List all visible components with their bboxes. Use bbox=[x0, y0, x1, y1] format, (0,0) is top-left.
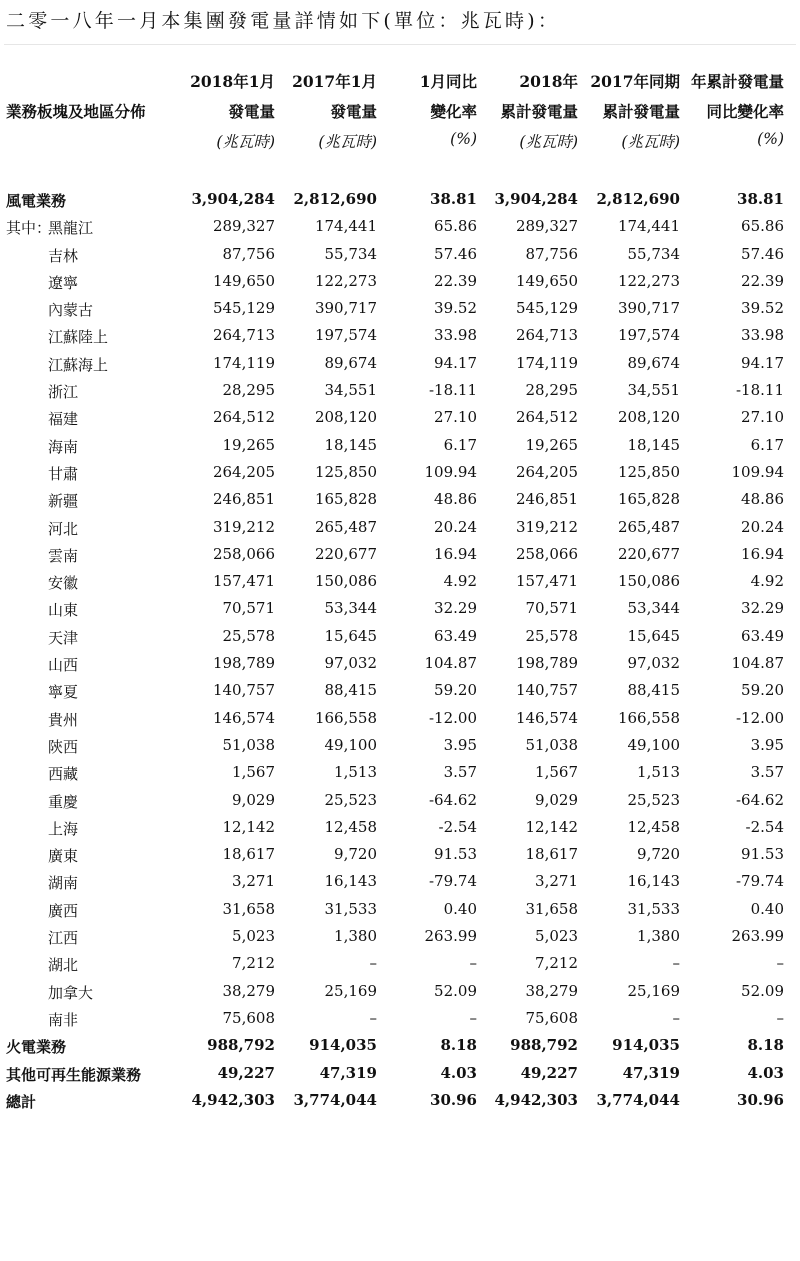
cell-col1: 4,942,303 bbox=[191, 1090, 275, 1109]
cell-col1: 146,574 bbox=[212, 708, 275, 727]
table-row bbox=[0, 787, 800, 814]
cell-col6: -2.54 bbox=[745, 817, 784, 836]
row-label: 風電業務 bbox=[6, 192, 67, 210]
cell-col1: 289,327 bbox=[212, 217, 275, 236]
cell-col6: 0.40 bbox=[750, 899, 784, 918]
cell-col3: – bbox=[469, 954, 477, 973]
cell-col4: 38,279 bbox=[525, 981, 578, 1000]
col3-unit: (%) bbox=[450, 130, 477, 148]
table-row bbox=[0, 186, 800, 213]
col5-unit: (兆瓦時) bbox=[621, 133, 680, 151]
cell-col6: 16.94 bbox=[741, 544, 784, 563]
cell-col1: 87,756 bbox=[222, 244, 275, 263]
cell-col6: 39.52 bbox=[741, 299, 784, 318]
cell-col1: 25,578 bbox=[222, 626, 275, 645]
col1-header-line1: 2018年1月 bbox=[190, 72, 275, 91]
cell-col3: -64.62 bbox=[428, 790, 477, 809]
table-row bbox=[0, 295, 800, 322]
cell-col2: 53,344 bbox=[324, 599, 377, 618]
top-divider bbox=[4, 44, 796, 45]
col2-unit: (兆瓦時) bbox=[318, 133, 377, 151]
col5-header-line1: 2017年同期 bbox=[590, 72, 680, 91]
cell-col4: 5,023 bbox=[535, 927, 578, 946]
table-row bbox=[0, 978, 800, 1005]
cell-col5: 165,828 bbox=[617, 490, 680, 509]
cell-col2: 15,645 bbox=[324, 626, 377, 645]
cell-col6: -64.62 bbox=[735, 790, 784, 809]
cell-col3: 3.57 bbox=[443, 763, 477, 782]
cell-col1: 988,792 bbox=[207, 1036, 275, 1055]
cell-col3: 20.24 bbox=[434, 517, 477, 536]
cell-col3: -79.74 bbox=[428, 872, 477, 891]
cell-col1: 140,757 bbox=[212, 681, 275, 700]
row-label: 內蒙古 bbox=[48, 301, 94, 320]
col4-header-line2: 累計發電量 bbox=[500, 102, 578, 121]
cell-col3: 91.53 bbox=[434, 845, 477, 864]
table-row bbox=[0, 486, 800, 513]
row-label: 福建 bbox=[48, 410, 79, 429]
cell-col6: – bbox=[776, 1008, 784, 1027]
cell-col6: 57.46 bbox=[741, 244, 784, 263]
cell-col4: 174,119 bbox=[515, 353, 578, 372]
cell-col4: 49,227 bbox=[520, 1063, 578, 1082]
table-row bbox=[0, 677, 800, 704]
cell-col4: 140,757 bbox=[515, 681, 578, 700]
cell-col4: 28,295 bbox=[525, 381, 578, 400]
row-label: 其他可再生能源業務 bbox=[6, 1065, 142, 1084]
cell-col5: 1,380 bbox=[637, 927, 680, 946]
cell-col2: 165,828 bbox=[314, 490, 377, 509]
cell-col4: 51,038 bbox=[525, 735, 578, 754]
row-label: 江蘇海上 bbox=[48, 355, 109, 374]
cell-col1: 264,713 bbox=[212, 326, 275, 345]
row-label: 上海 bbox=[48, 819, 79, 838]
cell-col2: 55,734 bbox=[324, 244, 377, 263]
cell-col4: 4,942,303 bbox=[494, 1090, 578, 1109]
cell-col5: 122,273 bbox=[617, 271, 680, 290]
cell-col3: 65.86 bbox=[434, 217, 477, 236]
cell-col6: 59.20 bbox=[741, 681, 784, 700]
cell-col2: 122,273 bbox=[314, 271, 377, 290]
cell-col1: 198,789 bbox=[212, 654, 275, 673]
cell-col4: 319,212 bbox=[515, 517, 578, 536]
cell-col1: 7,212 bbox=[232, 954, 275, 973]
cell-col6: -18.11 bbox=[735, 381, 784, 400]
cell-col4: 146,574 bbox=[515, 708, 578, 727]
col3-header-line1: 1月同比 bbox=[419, 72, 477, 91]
cell-col5: 31,533 bbox=[627, 899, 680, 918]
cell-col4: 87,756 bbox=[525, 244, 578, 263]
row-label: 江西 bbox=[48, 929, 79, 948]
row-label: 湖南 bbox=[48, 874, 79, 893]
cell-col6: 4.92 bbox=[750, 572, 784, 591]
cell-col2: 914,035 bbox=[309, 1036, 377, 1055]
row-label: 寧夏 bbox=[48, 683, 79, 702]
table-row bbox=[0, 1005, 800, 1032]
cell-col6: -12.00 bbox=[735, 708, 784, 727]
cell-col2: 34,551 bbox=[324, 381, 377, 400]
cell-col1: 545,129 bbox=[212, 299, 275, 318]
cell-col5: 208,120 bbox=[617, 408, 680, 427]
row-label: 新疆 bbox=[48, 492, 79, 511]
cell-col3: -12.00 bbox=[428, 708, 477, 727]
table-row bbox=[0, 1060, 800, 1087]
table-row bbox=[0, 568, 800, 595]
cell-col5: 25,523 bbox=[627, 790, 680, 809]
cell-col3: 0.40 bbox=[443, 899, 477, 918]
cell-col3: 48.86 bbox=[434, 490, 477, 509]
cell-col4: 9,029 bbox=[535, 790, 578, 809]
cell-col5: 88,415 bbox=[627, 681, 680, 700]
row-label: 天津 bbox=[48, 628, 79, 647]
cell-col6: 30.96 bbox=[737, 1090, 784, 1109]
cell-col3: 38.81 bbox=[430, 190, 477, 208]
cell-col4: 198,789 bbox=[515, 654, 578, 673]
cell-col1: 264,512 bbox=[212, 408, 275, 427]
cell-col3: 32.29 bbox=[434, 599, 477, 618]
cell-col6: 104.87 bbox=[731, 654, 784, 673]
cell-col4: 149,650 bbox=[515, 271, 578, 290]
row-label: 廣東 bbox=[48, 847, 79, 866]
table-row bbox=[0, 541, 800, 568]
cell-col3: 16.94 bbox=[434, 544, 477, 563]
table-row bbox=[0, 432, 800, 459]
cell-col6: 4.03 bbox=[747, 1063, 784, 1082]
col5-header-line2: 累計發電量 bbox=[602, 102, 680, 121]
cell-col1: 31,658 bbox=[222, 899, 275, 918]
row-label: 湖北 bbox=[48, 956, 79, 975]
cell-col1: 70,571 bbox=[222, 599, 275, 618]
cell-col3: 263.99 bbox=[424, 927, 477, 946]
table-row bbox=[0, 595, 800, 622]
cell-col4: 18,617 bbox=[525, 845, 578, 864]
cell-col4: 264,512 bbox=[515, 408, 578, 427]
cell-col5: – bbox=[672, 1008, 680, 1027]
cell-col4: 19,265 bbox=[525, 435, 578, 454]
cell-col1: 9,029 bbox=[232, 790, 275, 809]
cell-col2: – bbox=[369, 1008, 377, 1027]
cell-col4: 545,129 bbox=[515, 299, 578, 318]
cell-col1: 157,471 bbox=[212, 572, 275, 591]
cell-col6: – bbox=[776, 954, 784, 973]
cell-col4: 1,567 bbox=[535, 763, 578, 782]
row-label: 河北 bbox=[48, 519, 79, 538]
col1-header-line2: 發電量 bbox=[228, 102, 275, 121]
cell-col3: – bbox=[469, 1008, 477, 1027]
col4-header-line1: 2018年 bbox=[519, 72, 578, 91]
cell-col6: 3.95 bbox=[750, 735, 784, 754]
cell-col2: 1,380 bbox=[334, 927, 377, 946]
cell-col6: 8.18 bbox=[747, 1036, 784, 1055]
cell-col4: 264,713 bbox=[515, 326, 578, 345]
cell-col1: 49,227 bbox=[217, 1063, 275, 1082]
cell-col4: 31,658 bbox=[525, 899, 578, 918]
cell-col2: 197,574 bbox=[314, 326, 377, 345]
cell-col4: 988,792 bbox=[510, 1036, 578, 1055]
cell-col6: 109.94 bbox=[731, 462, 784, 481]
cell-col3: 27.10 bbox=[434, 408, 477, 427]
cell-col5: 265,487 bbox=[617, 517, 680, 536]
row-label: 山東 bbox=[48, 601, 79, 620]
col6-unit: (%) bbox=[757, 130, 784, 148]
cell-col1: 3,271 bbox=[232, 872, 275, 891]
cell-col3: 59.20 bbox=[434, 681, 477, 700]
cell-col2: 150,086 bbox=[314, 572, 377, 591]
table-row bbox=[0, 896, 800, 923]
cell-col1: 3,904,284 bbox=[191, 190, 275, 208]
cell-col6: 38.81 bbox=[737, 190, 784, 208]
cell-col2: 12,458 bbox=[324, 817, 377, 836]
cell-col1: 28,295 bbox=[222, 381, 275, 400]
row-label: 南非 bbox=[48, 1010, 79, 1029]
cell-col1: 246,851 bbox=[212, 490, 275, 509]
table-row bbox=[0, 404, 800, 431]
cell-col6: 6.17 bbox=[750, 435, 784, 454]
cell-col2: 18,145 bbox=[324, 435, 377, 454]
cell-col3: 104.87 bbox=[424, 654, 477, 673]
cell-col1: 5,023 bbox=[232, 927, 275, 946]
row-label: 黑龍江 bbox=[48, 219, 94, 238]
cell-col5: 220,677 bbox=[617, 544, 680, 563]
row-label: 雲南 bbox=[48, 546, 79, 565]
cell-col5: 390,717 bbox=[617, 299, 680, 318]
cell-col5: 166,558 bbox=[617, 708, 680, 727]
cell-col1: 12,142 bbox=[222, 817, 275, 836]
row-label: 遼寧 bbox=[48, 273, 79, 292]
cell-col5: 3,774,044 bbox=[596, 1090, 680, 1109]
col6-header-line1: 年累計發電量 bbox=[690, 72, 784, 91]
row-label: 重慶 bbox=[48, 792, 79, 811]
table-row bbox=[0, 350, 800, 377]
col2-header-line1: 2017年1月 bbox=[292, 72, 377, 91]
cell-col3: 94.17 bbox=[434, 353, 477, 372]
cell-col3: 6.17 bbox=[443, 435, 477, 454]
cell-col6: -79.74 bbox=[735, 872, 784, 891]
cell-col4: 7,212 bbox=[535, 954, 578, 973]
cell-col5: 47,319 bbox=[622, 1063, 680, 1082]
cell-col5: 1,513 bbox=[637, 763, 680, 782]
cell-col3: 57.46 bbox=[434, 244, 477, 263]
cell-col5: 197,574 bbox=[617, 326, 680, 345]
cell-col1: 174,119 bbox=[212, 353, 275, 372]
table-row bbox=[0, 241, 800, 268]
cell-col3: 8.18 bbox=[440, 1036, 477, 1055]
cell-col1: 1,567 bbox=[232, 763, 275, 782]
cell-col1: 38,279 bbox=[222, 981, 275, 1000]
row-label: 江蘇陸上 bbox=[48, 328, 109, 347]
row-label: 海南 bbox=[48, 437, 79, 456]
cell-col1: 75,608 bbox=[222, 1008, 275, 1027]
cell-col2: 49,100 bbox=[324, 735, 377, 754]
cell-col5: 89,674 bbox=[627, 353, 680, 372]
cell-col5: 2,812,690 bbox=[596, 190, 680, 208]
cell-col2: 25,523 bbox=[324, 790, 377, 809]
wind-subtotal-prefix: 其中： bbox=[6, 219, 52, 238]
segment-column-header: 業務板塊及地區分佈 bbox=[6, 102, 146, 121]
generation-table-body bbox=[0, 186, 800, 1114]
cell-col5: 125,850 bbox=[617, 462, 680, 481]
table-row bbox=[0, 841, 800, 868]
table-row bbox=[0, 950, 800, 977]
cell-col6: 27.10 bbox=[741, 408, 784, 427]
cell-col1: 18,617 bbox=[222, 845, 275, 864]
cell-col6: 22.39 bbox=[741, 271, 784, 290]
row-label: 浙江 bbox=[48, 383, 79, 402]
cell-col2: 97,032 bbox=[324, 654, 377, 673]
cell-col3: 3.95 bbox=[443, 735, 477, 754]
cell-col3: 33.98 bbox=[434, 326, 477, 345]
cell-col5: 12,458 bbox=[627, 817, 680, 836]
table-row bbox=[0, 377, 800, 404]
cell-col2: 2,812,690 bbox=[293, 190, 377, 208]
row-label: 山西 bbox=[48, 656, 79, 675]
cell-col5: 150,086 bbox=[617, 572, 680, 591]
row-label: 總計 bbox=[6, 1092, 37, 1111]
cell-col2: 31,533 bbox=[324, 899, 377, 918]
cell-col5: 174,441 bbox=[617, 217, 680, 236]
cell-col2: 88,415 bbox=[324, 681, 377, 700]
cell-col4: 25,578 bbox=[525, 626, 578, 645]
cell-col1: 319,212 bbox=[212, 517, 275, 536]
cell-col1: 19,265 bbox=[222, 435, 275, 454]
table-row bbox=[0, 268, 800, 295]
cell-col1: 258,066 bbox=[212, 544, 275, 563]
cell-col2: 125,850 bbox=[314, 462, 377, 481]
cell-col5: – bbox=[672, 954, 680, 973]
cell-col5: 25,169 bbox=[627, 981, 680, 1000]
cell-col3: 109.94 bbox=[424, 462, 477, 481]
col6-header-line2: 同比變化率 bbox=[706, 102, 784, 121]
cell-col2: 9,720 bbox=[334, 845, 377, 864]
cell-col6: 94.17 bbox=[741, 353, 784, 372]
cell-col2: 390,717 bbox=[314, 299, 377, 318]
intro-sentence: 二零一八年一月本集團發電量詳情如下(單位：兆瓦時)： bbox=[6, 10, 561, 32]
col1-unit: (兆瓦時) bbox=[216, 133, 275, 151]
cell-col1: 51,038 bbox=[222, 735, 275, 754]
cell-col3: 4.92 bbox=[443, 572, 477, 591]
cell-col2: – bbox=[369, 954, 377, 973]
cell-col2: 89,674 bbox=[324, 353, 377, 372]
row-label: 西藏 bbox=[48, 765, 79, 784]
cell-col5: 914,035 bbox=[612, 1036, 680, 1055]
table-row bbox=[0, 1087, 800, 1114]
cell-col6: 3.57 bbox=[750, 763, 784, 782]
cell-col5: 16,143 bbox=[627, 872, 680, 891]
row-label: 火電業務 bbox=[6, 1038, 67, 1057]
cell-col4: 75,608 bbox=[525, 1008, 578, 1027]
table-row bbox=[0, 759, 800, 786]
cell-col5: 55,734 bbox=[627, 244, 680, 263]
cell-col3: 39.52 bbox=[434, 299, 477, 318]
cell-col6: 65.86 bbox=[741, 217, 784, 236]
cell-col2: 25,169 bbox=[324, 981, 377, 1000]
cell-col6: 32.29 bbox=[741, 599, 784, 618]
cell-col5: 34,551 bbox=[627, 381, 680, 400]
table-row bbox=[0, 705, 800, 732]
cell-col5: 53,344 bbox=[627, 599, 680, 618]
col3-header-line2: 變化率 bbox=[430, 102, 477, 121]
cell-col4: 3,271 bbox=[535, 872, 578, 891]
cell-col2: 3,774,044 bbox=[293, 1090, 377, 1109]
cell-col2: 1,513 bbox=[334, 763, 377, 782]
table-row bbox=[0, 322, 800, 349]
table-row bbox=[0, 650, 800, 677]
row-label: 陝西 bbox=[48, 737, 79, 756]
cell-col4: 264,205 bbox=[515, 462, 578, 481]
cell-col3: -2.54 bbox=[438, 817, 477, 836]
table-row bbox=[0, 868, 800, 895]
cell-col2: 166,558 bbox=[314, 708, 377, 727]
cell-col6: 20.24 bbox=[741, 517, 784, 536]
cell-col6: 48.86 bbox=[741, 490, 784, 509]
row-label: 甘肅 bbox=[48, 464, 79, 483]
table-row bbox=[0, 514, 800, 541]
cell-col3: 63.49 bbox=[434, 626, 477, 645]
cell-col5: 15,645 bbox=[627, 626, 680, 645]
table-row bbox=[0, 213, 800, 240]
cell-col4: 12,142 bbox=[525, 817, 578, 836]
cell-col5: 49,100 bbox=[627, 735, 680, 754]
cell-col1: 264,205 bbox=[212, 462, 275, 481]
row-label: 加拿大 bbox=[48, 983, 94, 1002]
cell-col4: 3,904,284 bbox=[494, 190, 578, 208]
cell-col6: 33.98 bbox=[741, 326, 784, 345]
table-row bbox=[0, 459, 800, 486]
cell-col4: 246,851 bbox=[515, 490, 578, 509]
table-row bbox=[0, 1032, 800, 1059]
cell-col2: 16,143 bbox=[324, 872, 377, 891]
cell-col2: 220,677 bbox=[314, 544, 377, 563]
cell-col6: 63.49 bbox=[741, 626, 784, 645]
cell-col2: 174,441 bbox=[314, 217, 377, 236]
cell-col4: 258,066 bbox=[515, 544, 578, 563]
cell-col3: 4.03 bbox=[440, 1063, 477, 1082]
table-row bbox=[0, 923, 800, 950]
cell-col3: 30.96 bbox=[430, 1090, 477, 1109]
cell-col2: 208,120 bbox=[314, 408, 377, 427]
cell-col5: 18,145 bbox=[627, 435, 680, 454]
cell-col4: 70,571 bbox=[525, 599, 578, 618]
col2-header-line2: 發電量 bbox=[330, 102, 377, 121]
row-label: 廣西 bbox=[48, 901, 79, 920]
row-label: 貴州 bbox=[48, 710, 79, 729]
cell-col3: 22.39 bbox=[434, 271, 477, 290]
cell-col4: 157,471 bbox=[515, 572, 578, 591]
row-label: 吉林 bbox=[48, 246, 79, 265]
cell-col6: 52.09 bbox=[741, 981, 784, 1000]
cell-col2: 265,487 bbox=[314, 517, 377, 536]
table-row bbox=[0, 814, 800, 841]
cell-col6: 91.53 bbox=[741, 845, 784, 864]
cell-col1: 149,650 bbox=[212, 271, 275, 290]
cell-col4: 289,327 bbox=[515, 217, 578, 236]
cell-col6: 263.99 bbox=[731, 927, 784, 946]
cell-col5: 9,720 bbox=[637, 845, 680, 864]
table-row bbox=[0, 732, 800, 759]
cell-col3: 52.09 bbox=[434, 981, 477, 1000]
row-label: 安徽 bbox=[48, 574, 79, 593]
col4-unit: (兆瓦時) bbox=[519, 133, 578, 151]
cell-col3: -18.11 bbox=[428, 381, 477, 400]
cell-col5: 97,032 bbox=[627, 654, 680, 673]
cell-col2: 47,319 bbox=[319, 1063, 377, 1082]
table-row bbox=[0, 623, 800, 650]
